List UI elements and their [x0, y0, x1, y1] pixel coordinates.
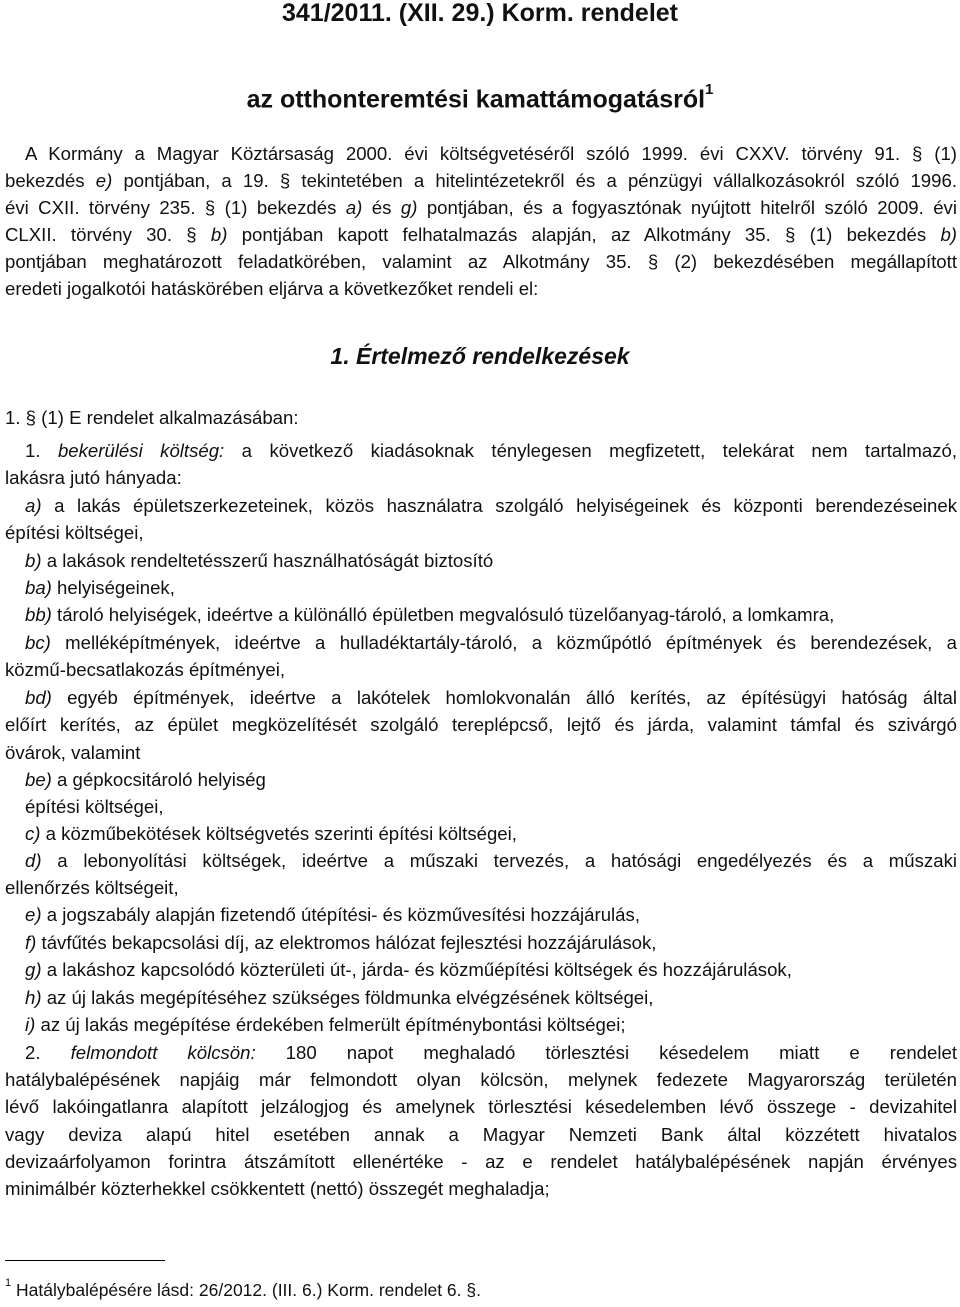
emphasis-text: a): [345, 197, 363, 218]
provision-line: [5, 519, 957, 546]
line-text: devizaárfolyamon forintra átszámított ellenértéke - az e rendelet hatálybalépésének napján érvényes: [5, 1151, 957, 1172]
line-text: egyéb építmények, ideértve a lakótelek homlokvonalán álló kerítés, az építésügyi hatóság által: [51, 687, 957, 708]
line-text: a lebonyolítási költségek, ideértve a műszaki tervezés, a hatósági engedélyezés és a műszaki: [41, 850, 957, 871]
line-text: pontjában, és a fogyasztónak nyújtott hitelről szóló 2009. évi: [417, 197, 957, 218]
preamble-line: [5, 248, 957, 275]
footnote-mark: 1: [5, 1277, 12, 1289]
footnote-reference[interactable]: 1: [705, 81, 714, 98]
line-text: távfűtés bekapcsolási díj, az elektromos hálózat fejlesztési hozzájárulások,: [36, 932, 657, 953]
emphasis-text: e): [95, 170, 113, 191]
line-text: eredeti jogalkotói hatáskörében eljárva a következőket rendeli el:: [5, 278, 539, 299]
emphasis-text: g): [25, 959, 42, 980]
line-text: a jogszabály alapján fizetendő útépítési- és közművesítési hozzájárulás,: [41, 904, 640, 925]
emphasis-text: bd): [25, 687, 52, 708]
provision-line: [25, 629, 957, 656]
line-text: az új lakás megépítéséhez szükséges földmunka elvégzésének költségei,: [41, 987, 654, 1008]
line-text: pontjában meghatározott feladatkörében, valamint az Alkotmány 35. § (2) bekezdésében megállapított: [5, 251, 957, 272]
provision-line: [25, 684, 957, 711]
provision-line: [25, 956, 957, 983]
provision-line: [25, 820, 957, 847]
emphasis-text: f): [25, 932, 37, 953]
provision-line: [25, 793, 957, 820]
emphasis-text: g): [400, 197, 418, 218]
provision-line: [5, 404, 957, 431]
line-text: és: [362, 197, 401, 218]
footnote-text: Hatálybalépésére lásd: 26/2012. (III. 6.) Korm. rendelet 6. §.: [16, 1279, 481, 1300]
provision-line: [25, 1039, 957, 1066]
line-text: hatálybalépésének napjáig már felmondott olyan kölcsön, melynek fedezete Magyarország területén: [5, 1069, 957, 1090]
emphasis-text: i): [25, 1014, 36, 1035]
provision-line: [25, 929, 957, 956]
emphasis-text: bc): [25, 632, 51, 653]
line-text: 1. § (1) E rendelet alkalmazásában:: [5, 407, 299, 428]
preamble-line: [5, 275, 957, 302]
provision-line: [5, 874, 957, 901]
line-text: évi CXII. törvény 235. § (1) bekezdés: [5, 197, 346, 218]
line-text: minimálbér közterhekkel csökkentett (nettó) összegét meghaladja;: [5, 1178, 550, 1199]
line-text: pontjában, a 19. § tekintetében a hitelintézetekről és a pénzügyi vállalkozásokról szóló 1996.: [112, 170, 957, 191]
line-text: a következő kiadásoknak ténylegesen megfizetett, telekárat nem tartalmazó,: [224, 440, 958, 461]
provision-line: [5, 1148, 957, 1175]
provision-line: [5, 711, 957, 738]
emphasis-text: b): [25, 550, 42, 571]
provision-line: [5, 1066, 957, 1093]
line-text: A Kormány a Magyar Köztársaság 2000. évi költségvetéséről szóló 1999. évi CXXV. törvény 91. § (1): [25, 143, 957, 164]
provision-line: [5, 464, 957, 491]
preamble-line: [25, 140, 957, 167]
line-text: övárok, valamint: [5, 742, 141, 763]
line-text: melléképítmények, ideértve a hulladéktartály-tároló, a közműpótló építmények és berendezések, a: [50, 632, 957, 653]
provision-line: [5, 1093, 957, 1120]
line-text: pontjában kapott felhatalmazás alapján, az Alkotmány 35. § (1) bekezdés: [227, 224, 941, 245]
emphasis-text: a): [25, 495, 42, 516]
provision-line: [25, 574, 957, 601]
line-text: ellenőrzés költségeit,: [5, 877, 179, 898]
line-text: 2.: [25, 1042, 71, 1063]
line-text: CLXII. törvény 30. §: [5, 224, 211, 245]
emphasis-text: be): [25, 769, 52, 790]
emphasis-text: b): [940, 224, 957, 245]
line-text: a közműbekötések költségvetés szerinti építési költségei,: [40, 823, 517, 844]
preamble-line: [5, 194, 957, 221]
provision-line: [25, 601, 957, 628]
provision-line: [25, 547, 957, 574]
preamble-line: [5, 167, 957, 194]
line-text: építési költségei,: [5, 522, 144, 543]
emphasis-text: ba): [25, 577, 52, 598]
section-title: 1. Értelmező rendelkezések: [330, 343, 630, 369]
line-text: lakásra jutó hányada:: [5, 467, 182, 488]
document-subtitle: [0, 78, 960, 115]
provision-line: [25, 984, 957, 1011]
emphasis-text: b): [210, 224, 228, 245]
line-text: helyiségeinek,: [51, 577, 175, 598]
preamble-line: [5, 221, 957, 248]
subtitle-text: az otthonteremtési kamattámogatásról: [246, 85, 706, 114]
line-text: a gépkocsitároló helyiség: [51, 769, 266, 790]
line-text: előírt kerítés, az épület megközelítését szolgáló tereplépcső, lejtő és járda, valamint támfal és szivárgó: [5, 714, 957, 735]
provision-line: [25, 766, 957, 793]
provision-line: [5, 1121, 957, 1148]
emphasis-text: felmondott kölcsön:: [70, 1042, 256, 1063]
emphasis-text: e): [25, 904, 42, 925]
emphasis-text: c): [25, 823, 41, 844]
line-text: tároló helyiségek, ideértve a különálló épületben megvalósuló tüzelőanyag-tároló, a lomkamra,: [51, 604, 835, 625]
document-title: 341/2011. (XII. 29.) Korm. rendelet: [281, 0, 679, 27]
line-text: az új lakás megépítése érdekében felmerült építménybontási költségei;: [35, 1014, 626, 1035]
footnote-separator: [5, 1260, 165, 1261]
line-text: építési költségei,: [25, 796, 164, 817]
footnote: [5, 1273, 481, 1303]
line-text: 1.: [25, 440, 58, 461]
emphasis-text: d): [25, 850, 42, 871]
line-text: vagy deviza alapú hitel esetében annak a Magyar Nemzeti Bank által közzétett hivatalos: [5, 1124, 957, 1145]
emphasis-text: h): [25, 987, 42, 1008]
line-text: a lakás épületszerkezeteinek, közös használatra szolgáló helyiségeinek és központi berendezéseinek: [41, 495, 957, 516]
provision-line: [25, 492, 957, 519]
emphasis-text: bekerülési költség:: [57, 440, 225, 461]
emphasis-text: bb): [25, 604, 52, 625]
provision-line: [25, 901, 957, 928]
line-text: a lakások rendeltetésszerű használhatóságát biztosító: [41, 550, 494, 571]
line-text: lévő lakóingatlanra alapított jelzálogjog és amelynek törlesztési késedelemben lévő összege - devizahitel: [5, 1096, 957, 1117]
line-text: közmű-becsatlakozás építményei,: [5, 659, 286, 680]
provision-line: [5, 656, 957, 683]
line-text: a lakáshoz kapcsolódó közterületi út-, járda- és közműépítési költségek és hozzájárulások,: [41, 959, 792, 980]
provision-line: [5, 739, 957, 766]
provision-line: [25, 847, 957, 874]
line-text: 180 napot meghaladó törlesztési késedelem miatt e rendelet: [255, 1042, 957, 1063]
line-text: bekezdés: [5, 170, 96, 191]
provision-line: [5, 1175, 957, 1202]
provision-line: [25, 1011, 957, 1038]
provision-line: [25, 437, 957, 464]
